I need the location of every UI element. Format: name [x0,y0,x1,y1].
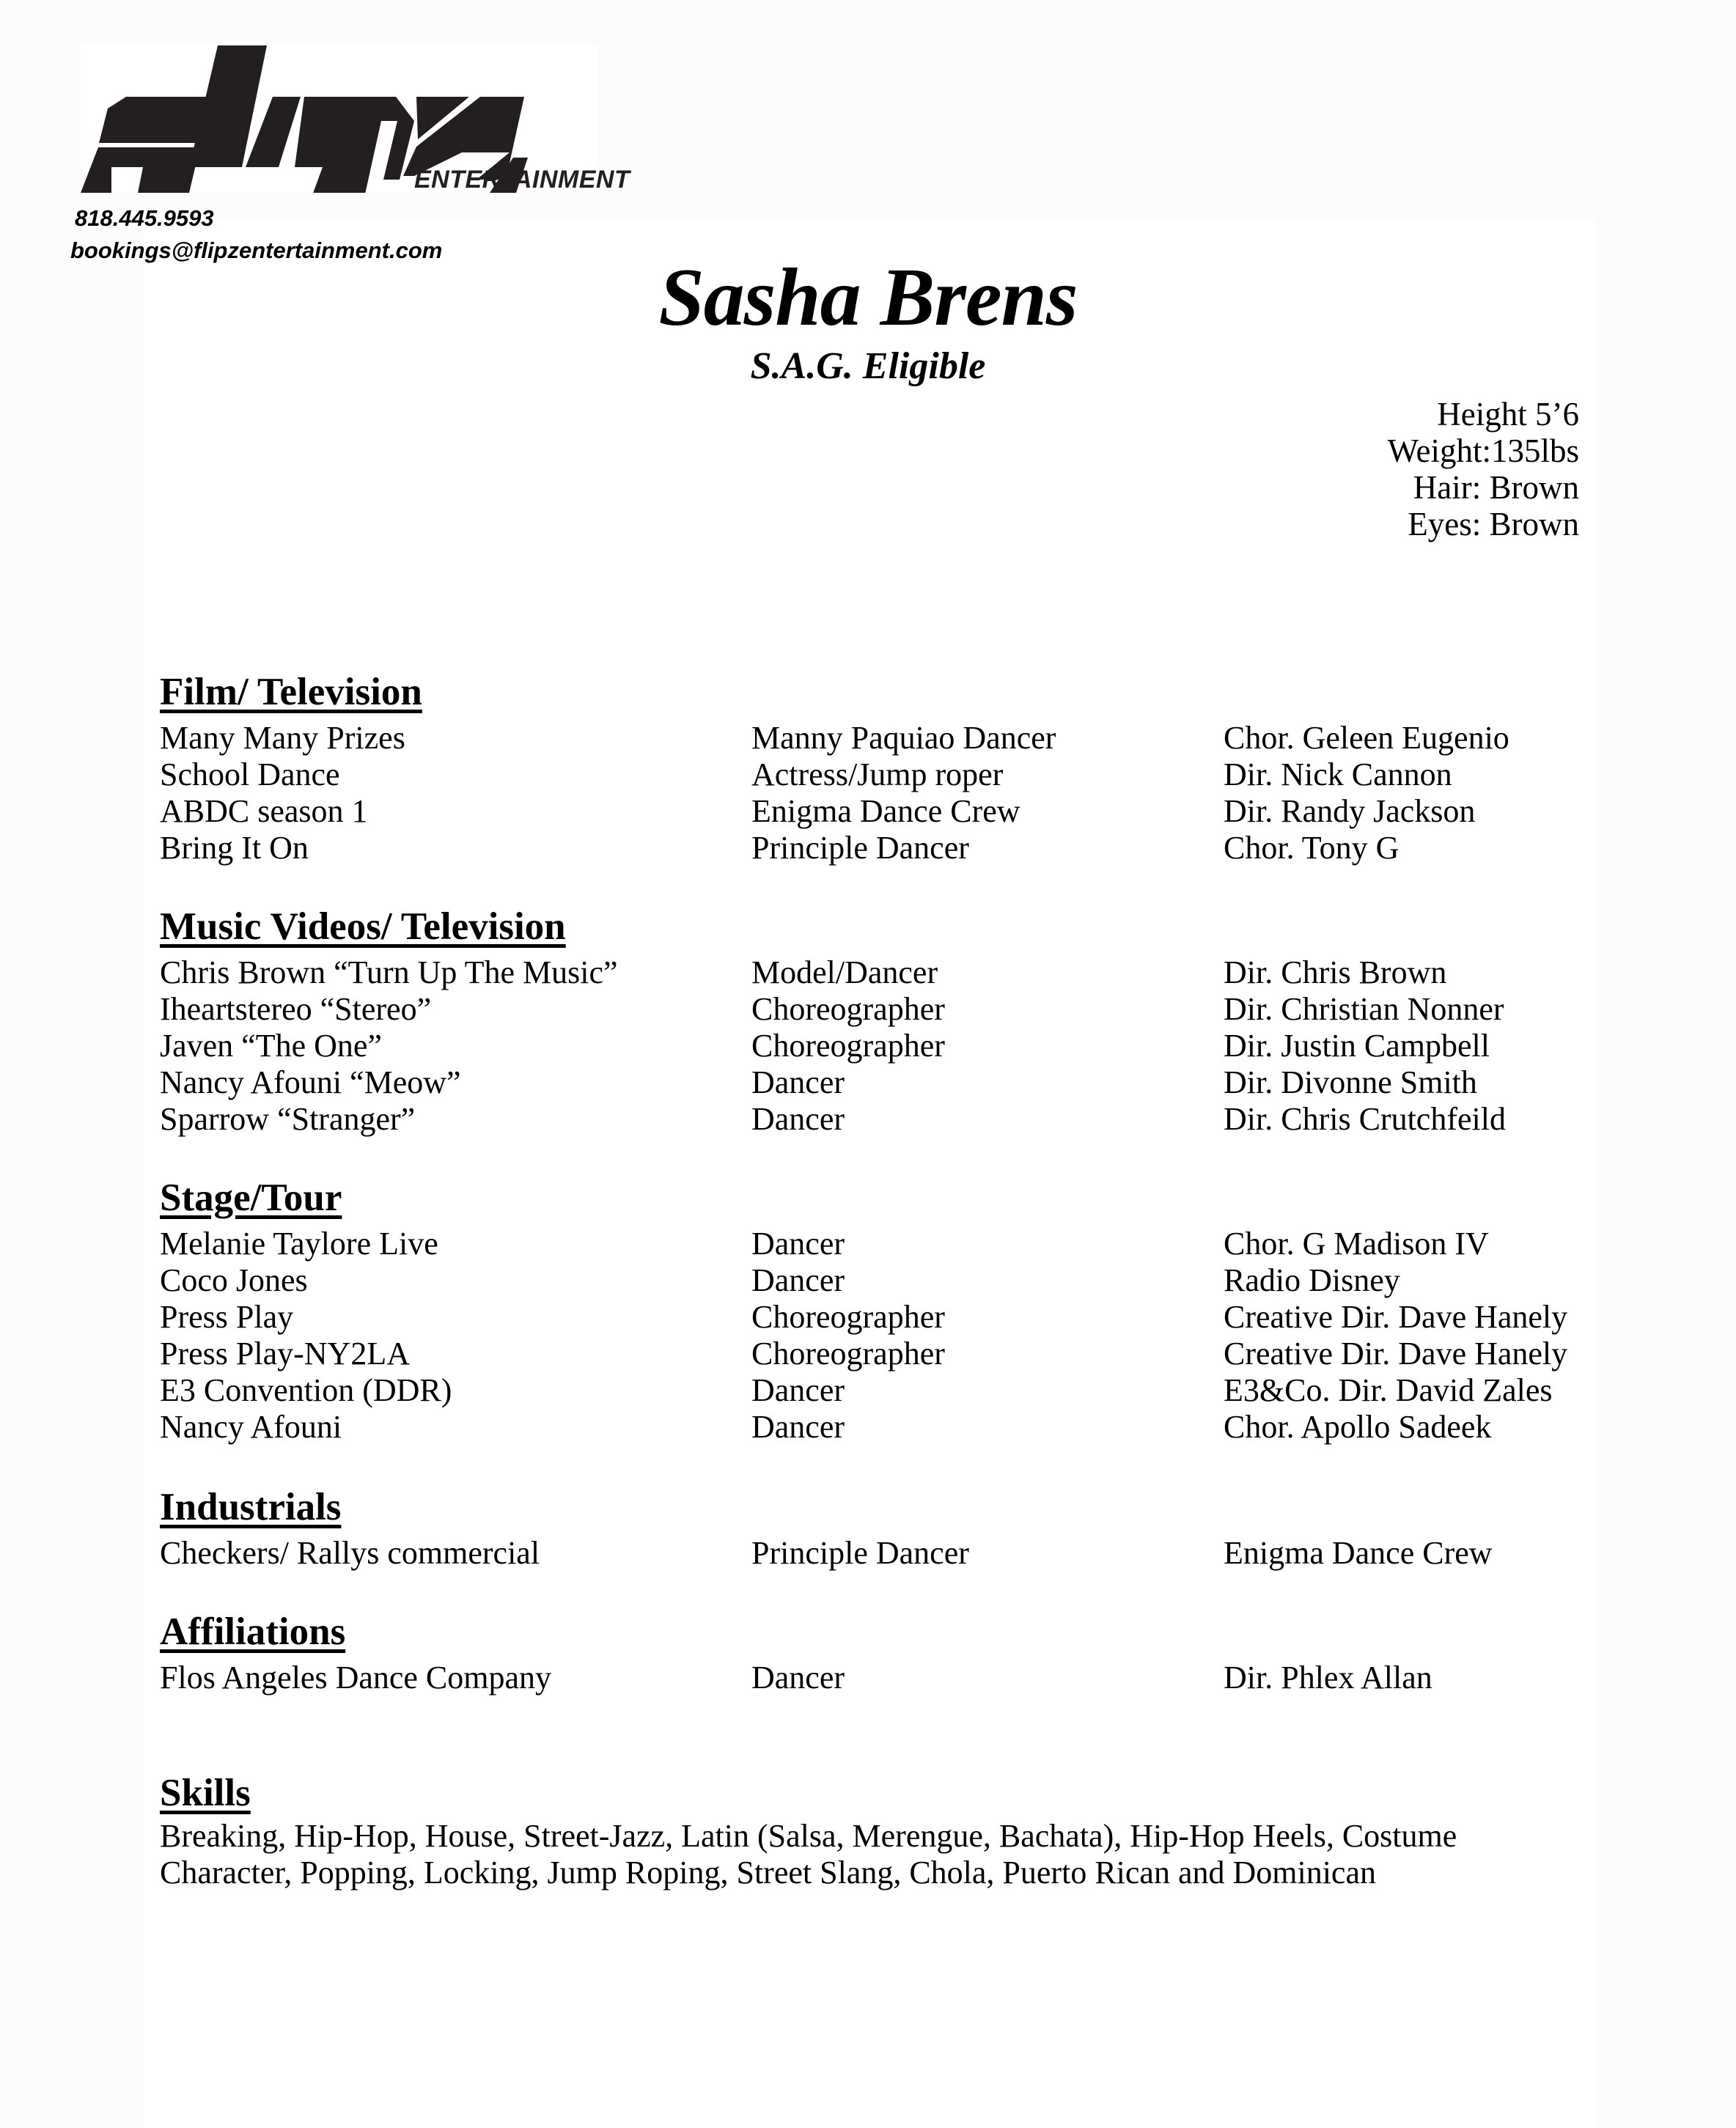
project: E3 Convention (DDR) [160,1372,452,1408]
credit: Dir. Chris Brown [1224,954,1447,990]
stat-height: Height 5’6 [1437,396,1579,432]
physical-stats [1388,396,1579,542]
section-title-stage-tour: Stage/Tour [160,1177,342,1219]
role: Dancer [751,1660,845,1696]
project: Press Play [160,1299,294,1335]
table-row [0,1262,1736,1299]
agency-email: bookings@flipzentertainment.com [70,238,443,263]
credit: Dir. Nick Cannon [1224,756,1452,792]
role: Choreographer [751,1299,945,1335]
section-title-skills: Skills [160,1772,251,1814]
credit: Chor. G Madison IV [1224,1226,1489,1262]
credit: Creative Dir. Dave Hanely [1224,1299,1568,1335]
credit: Enigma Dance Crew [1224,1535,1493,1571]
project: Nancy Afouni [160,1409,342,1445]
project: Nancy Afouni “Meow” [160,1064,461,1100]
role: Principle Dancer [751,1535,969,1571]
logo-subtitle: ENTERTAINMENT [414,166,630,194]
project: Many Many Prizes [160,720,405,756]
role: Dancer [751,1226,845,1262]
role: Dancer [751,1064,845,1100]
credit: Dir. Phlex Allan [1224,1660,1432,1696]
credit: Dir. Divonne Smith [1224,1064,1477,1100]
skills-line: Breaking, Hip-Hop, House, Street-Jazz, Latin (Salsa, Merengue, Bachata), Hip-Hop Heels, Costume [160,1818,1457,1854]
table-row [0,1226,1736,1262]
credit: Chor. Tony G [1224,830,1400,866]
table-row [0,954,1736,991]
skills-line: Character, Popping, Locking, Jump Roping, Street Slang, Chola, Puerto Rican and Dominican [160,1855,1376,1890]
role: Enigma Dance Crew [751,793,1020,829]
section-title-affiliations: Affiliations [160,1610,346,1653]
project: ABDC season 1 [160,793,368,829]
credit: Creative Dir. Dave Hanely [1224,1336,1568,1372]
agency-logo [81,44,630,194]
project: Iheartstereo “Stereo” [160,991,432,1027]
table-row [0,1028,1736,1064]
role: Manny Paquiao Dancer [751,720,1056,756]
project: Checkers/ Rallys commercial [160,1535,540,1571]
role: Model/Dancer [751,954,938,990]
role: Principle Dancer [751,830,969,866]
role: Dancer [751,1372,845,1408]
project: Coco Jones [160,1262,308,1298]
skills-list [160,1818,1553,1891]
role: Choreographer [751,1028,945,1064]
role: Actress/Jump roper [751,756,1004,792]
credit: Dir. Justin Campbell [1224,1028,1490,1064]
table-row [0,1660,1736,1696]
section-title-film-tv: Film/ Television [160,671,422,713]
project: Chris Brown “Turn Up The Music” [160,954,618,990]
table-row [0,830,1736,866]
table-row [0,1535,1736,1572]
table-row [0,1299,1736,1336]
project: Melanie Taylore Live [160,1226,438,1262]
table-row [0,1101,1736,1138]
role: Dancer [751,1409,845,1445]
role: Choreographer [751,991,945,1027]
table-row [0,756,1736,793]
stat-eyes: Eyes: Brown [1408,506,1579,542]
performer-name [0,252,1736,343]
credit: Dir. Christian Nonner [1224,991,1504,1027]
project: Sparrow “Stranger” [160,1101,416,1137]
credit: Dir. Chris Crutchfeild [1224,1101,1506,1137]
project: Flos Angeles Dance Company [160,1660,552,1696]
table-row [0,720,1736,756]
table-row [0,1372,1736,1409]
stat-weight: Weight:135lbs [1387,432,1579,469]
credit: Chor. Geleen Eugenio [1224,720,1509,756]
credit: Dir. Randy Jackson [1224,793,1476,829]
role: Dancer [751,1101,845,1137]
union-status: S.A.G. Eligible [750,345,986,387]
table-row [0,793,1736,830]
section-title-industrials: Industrials [160,1486,342,1528]
project: Press Play-NY2LA [160,1336,410,1372]
credit: Radio Disney [1224,1262,1400,1298]
project: Javen “The One” [160,1028,382,1064]
table-row [0,1336,1736,1372]
project: School Dance [160,756,340,792]
performer-name-text: Sasha Brens [658,252,1078,343]
role: Dancer [751,1262,845,1298]
section-title-music-videos: Music Videos/ Television [160,905,566,948]
credit: E3&Co. Dir. David Zales [1224,1372,1553,1408]
stat-hair: Hair: Brown [1413,469,1579,506]
table-row [0,1409,1736,1446]
table-row [0,1064,1736,1101]
role: Choreographer [751,1336,945,1372]
table-row [0,991,1736,1028]
credit: Chor. Apollo Sadeek [1224,1409,1492,1445]
project: Bring It On [160,830,309,866]
agency-phone: 818.445.9593 [75,205,214,231]
